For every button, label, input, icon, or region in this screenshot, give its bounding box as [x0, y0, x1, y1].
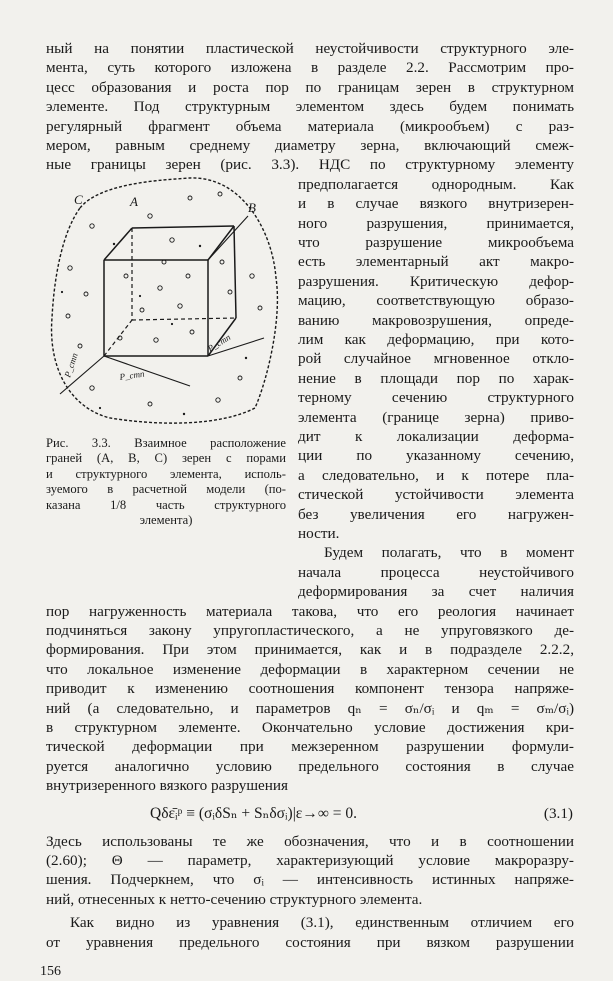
figure-caption-line: элемента) [139, 513, 193, 528]
text-line: ного разрушения, принимается, [298, 214, 574, 232]
text-line: есть элементарный акт макро- [298, 253, 574, 271]
label-b: B [248, 199, 256, 215]
page-number: 156 [40, 964, 61, 979]
text-line: мацию, соответствующую образо- [298, 292, 574, 310]
figure-caption-line: зуемого в расчетной модели (по- [46, 482, 286, 497]
text-line: мером, равным среднему диаметру зерна, включающий смеж- [46, 137, 574, 154]
text-line: ный на понятии пластической неустойчивости структурного эле- [46, 40, 574, 57]
text-line: терному сечению структурного [298, 389, 574, 407]
figure-caption-line: Рис. 3.3. Взаимное расположение [46, 435, 286, 450]
text-line: регулярный фрагмент объема материала (микрообъем) с раз- [46, 117, 574, 135]
text-line: разрушения. Критическую дефор- [298, 272, 574, 290]
text-line: (2.60); Θ — параметр, характеризующий условие макроразру- [46, 852, 574, 869]
text-line: и в случае вязкого внутризерен- [298, 195, 574, 213]
text-line: без увеличения его нагружен- [298, 505, 574, 523]
text-line: что локальное изменение деформации в характерном сечении не [46, 660, 574, 678]
text-line: дит к локализации деформа- [298, 428, 574, 445]
sub-mid: P_стп [118, 368, 146, 382]
text-line: цесс образования и роста пор по границам зерен в структурном [46, 78, 574, 96]
text-line: от уравнения предельного состояния при вязком разрушении [46, 933, 574, 951]
text-line: Будем полагать, что в момент [324, 544, 574, 562]
text-line: ности. [298, 525, 340, 542]
text-line: пор нагруженность материала такова, что его реология начинает [46, 602, 574, 620]
text-line: тической деформации при межзеренном разрушении формули- [46, 738, 574, 756]
text-line: ные границы зерен (рис. 3.3). НДС по структурному элементу [46, 156, 574, 174]
text-line: нение в площади пор по харак- [298, 369, 574, 387]
text-line: шения. Подчеркнем, что σᵢ — интенсивность истинных напряже- [46, 871, 574, 889]
text-line: предполагается однородным. Как [298, 175, 574, 193]
figure-grain-structural-element [40, 168, 290, 430]
text-line: приводит к изменению соотношения компонент тензора напряже- [46, 680, 574, 698]
text-line: в структурном элементе. Окончательно условие достижения кри- [46, 719, 574, 736]
text-line: деформирования за счет наличия [298, 583, 574, 601]
text-line: подчиняться закону упругопластического, а не упруговязкого де- [46, 622, 574, 639]
figure-caption-line: граней (A, B, C) зерен с порами [46, 451, 286, 466]
text-line: начала процесса неустойчивого [298, 563, 574, 581]
label-c: C [74, 191, 83, 207]
figure-caption-line: и структурного элемента, исполь- [46, 466, 286, 481]
text-line: ний (а следовательно, и параметров qₙ = σₙ/σᵢ и qₘ = σₘ/σᵢ) [46, 699, 574, 717]
equation-number: (3.1) [543, 804, 573, 822]
sub-left: P_стп [62, 351, 80, 379]
figure-caption-line: казана 1/8 часть структурного [46, 497, 286, 512]
text-line: стической устойчивости элемента [298, 486, 574, 504]
text-line: ции по указанному сечению, [298, 447, 574, 465]
text-line: ний, отнесенных к нетто-сечению структурного элемента. [46, 890, 423, 908]
text-line: что разрушение микрообъема [298, 234, 574, 251]
text-line: элемента (границе зерна) приво- [298, 408, 574, 426]
text-line: элементе. Под структурным элементом здесь будем понимать [46, 98, 574, 116]
text-line: рой случайное мгновенное откло- [298, 350, 574, 368]
text-line: формирования. При этом принимается, как и в подразделе 2.2.2, [46, 641, 574, 659]
text-line: а следовательно, и к потере пла- [298, 466, 574, 484]
text-line: Здесь использованы те же обозначения, что и в соотношении [46, 832, 574, 850]
text-line: руется аналогично условию предельного состояния в случае [46, 757, 574, 775]
text-line: Как видно из уравнения (3.1), единственным отличием его [70, 914, 574, 932]
equation: Qδε̄ᵢᵖ ≡ (σᵢδSₙ + Sₙδσᵢ)|ε→∞ = 0. [150, 804, 357, 822]
text-line: мента, суть которого изложена в разделе 2.2. Рассмотрим про- [46, 59, 574, 77]
text-line: ванию макровозрушения, опреде- [298, 311, 574, 329]
sub-right: P_стп [205, 331, 233, 354]
label-a: A [130, 193, 138, 209]
text-line: внутризеренного вязкого разрушения [46, 777, 288, 795]
text-line: лим как деформацию, при кото- [298, 331, 574, 348]
